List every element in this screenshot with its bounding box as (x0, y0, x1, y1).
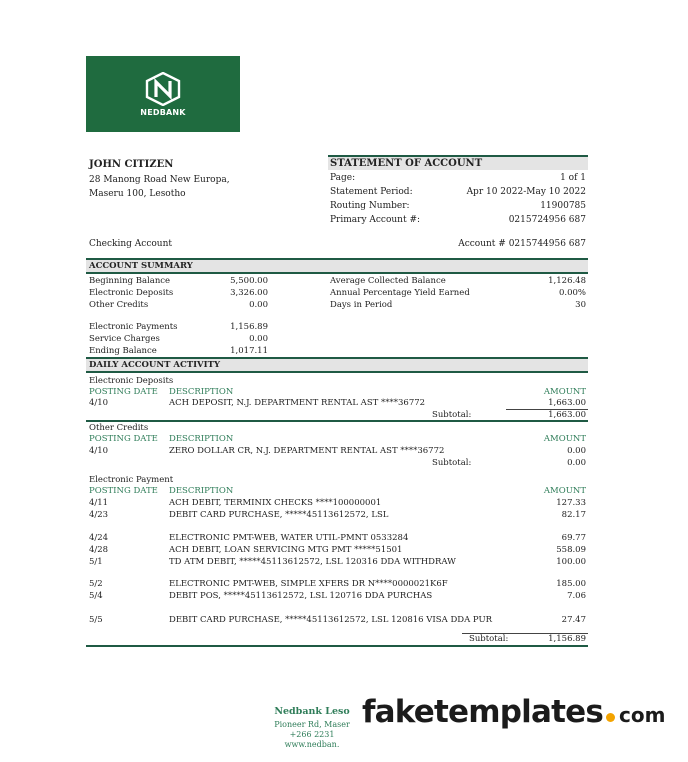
summary-label: Service Charges (89, 334, 160, 344)
footer-bank-name: Nedbank Leso (274, 706, 350, 717)
header-desc: DESCRIPTION (169, 486, 234, 496)
summary-row (86, 334, 588, 345)
row-desc: TD ATM DEBIT, *****45113612572, LSL 120316 DDA WITHDRAW (169, 557, 456, 567)
summary-value: 30 (575, 300, 586, 310)
row-amount: 7.06 (567, 591, 586, 601)
row-desc: ACH DEBIT, TERMINIX CHECKS ****100000001 (169, 498, 382, 508)
row-amount: 0.00 (567, 446, 586, 456)
customer-address-line1: 28 Manong Road New Europa, (89, 175, 230, 185)
summary-label: Other Credits (89, 300, 149, 310)
statement-field-label: Primary Account #: (330, 215, 421, 225)
summary-value: 3,326.00 (230, 288, 268, 298)
row-date: 4/10 (89, 398, 109, 408)
footer-website: www.nedban. (284, 740, 340, 749)
subtotal-value: 1,156.89 (548, 634, 586, 644)
header-date: POSTING DATE (89, 387, 158, 397)
row-amount: 1,663.00 (548, 398, 586, 408)
watermark-suffix: com (619, 703, 666, 727)
header-amount: AMOUNT (543, 486, 586, 496)
bank-logo (86, 56, 240, 132)
customer-address-line2: Maseru 100, Lesotho (89, 189, 186, 199)
header-date: POSTING DATE (89, 434, 158, 444)
row-desc: ELECTRONIC PMT-WEB, WATER UTIL-PMNT 0533284 (169, 533, 409, 543)
table-row (86, 615, 588, 626)
activity-body (86, 374, 588, 650)
table-row (86, 446, 588, 457)
summary-label: Annual Percentage Yield Earned (330, 288, 470, 298)
header-amount: AMOUNT (543, 434, 586, 444)
statement-title: STATEMENT OF ACCOUNT (328, 157, 588, 170)
column-headers (86, 387, 588, 398)
subtotal-value: 0.00 (567, 458, 586, 468)
summary-label: Electronic Deposits (89, 288, 174, 298)
row-desc: ELECTRONIC PMT-WEB, SIMPLE XFERS DR N****0000021K6F (169, 579, 448, 589)
row-amount: 27.47 (561, 615, 586, 625)
row-date: 4/10 (89, 446, 109, 456)
activity-bottom-rule (86, 371, 588, 373)
summary-value: 1,156.89 (230, 322, 268, 332)
subtotal-row (86, 634, 588, 645)
statement-field-row (328, 173, 588, 184)
statement-field-value: 1 of 1 (560, 173, 586, 183)
row-desc: DEBIT CARD PURCHASE, *****45113612572, LSL 120816 VISA DDA PUR (169, 615, 493, 625)
summary-row (86, 322, 588, 333)
row-desc: ACH DEBIT, LOAN SERVICING MTG PMT *****51501 (169, 545, 403, 555)
statement-field-row (328, 201, 588, 212)
footer-address: Pioneer Rd, Maser (274, 720, 350, 729)
header-amount: AMOUNT (543, 387, 586, 397)
activity-title: DAILY ACCOUNT ACTIVITY (86, 359, 588, 371)
row-amount: 100.00 (556, 557, 586, 567)
summary-value: 0.00% (558, 288, 586, 298)
section-title-credits (86, 423, 588, 434)
statement-field-label: Statement Period: (330, 187, 413, 197)
summary-label: Ending Balance (89, 346, 157, 356)
summary-row (86, 346, 588, 357)
table-row (86, 557, 588, 568)
summary-label: Electronic Payments (89, 322, 178, 332)
section-title-payments (86, 475, 588, 486)
summary-label: Average Collected Balance (330, 276, 446, 286)
watermark (362, 694, 665, 730)
section-title-text: Electronic Payment (89, 475, 174, 485)
summary-value: 5,500.00 (230, 276, 268, 286)
table-row (86, 498, 588, 509)
row-date: 5/1 (89, 557, 103, 567)
row-date: 4/28 (89, 545, 109, 555)
row-date: 5/2 (89, 579, 103, 589)
summary-value: 1,126.48 (548, 276, 586, 286)
row-date: 5/4 (89, 591, 103, 601)
statement-fields (328, 172, 588, 242)
account-type: Checking Account (89, 239, 173, 249)
row-amount: 127.33 (556, 498, 586, 508)
statement-field-value: 11900785 (540, 201, 586, 211)
nedbank-n-icon (145, 72, 181, 106)
table-row (86, 533, 588, 544)
row-desc: ZERO DOLLAR CR, N.J. DEPARTMENT RENTAL AST ****36772 (169, 446, 445, 456)
table-row (86, 591, 588, 602)
watermark-dot (606, 713, 615, 722)
summary-body (86, 276, 588, 360)
subtotal-label: Subtotal: (469, 634, 509, 644)
subtotal-label: Subtotal: (432, 410, 472, 420)
table-row (86, 398, 588, 409)
footer-phone: +266 2231 (289, 730, 335, 739)
table-row (86, 579, 588, 590)
statement-field-label: Page: (330, 173, 356, 183)
summary-label: Beginning Balance (89, 276, 171, 286)
section-rule (86, 645, 588, 647)
subtotal-row (86, 458, 588, 469)
table-row (86, 510, 588, 521)
summary-value: 1,017.11 (230, 346, 268, 356)
row-amount: 558.09 (556, 545, 586, 555)
summary-row (86, 276, 588, 287)
account-number: Account # 0215744956 687 (458, 239, 586, 249)
header-date: POSTING DATE (89, 486, 158, 496)
row-amount: 185.00 (556, 579, 586, 589)
row-desc: DEBIT POS, *****45113612572, LSL 120716 DDA PURCHAS (169, 591, 433, 601)
row-date: 4/11 (89, 498, 109, 508)
column-headers (86, 486, 588, 497)
statement-field-label: Routing Number: (330, 201, 410, 211)
summary-bottom-rule (86, 272, 588, 274)
header-desc: DESCRIPTION (169, 387, 234, 397)
row-desc: ACH DEPOSIT, N.J. DEPARTMENT RENTAL AST ****36772 (169, 398, 426, 408)
section-title-deposits (86, 376, 588, 387)
statement-field-row (328, 215, 588, 226)
section-title-text: Other Credits (89, 423, 149, 433)
statement-field-value: Apr 10 2022-May 10 2022 (466, 187, 586, 197)
summary-row (86, 288, 588, 299)
summary-label: Days in Period (330, 300, 393, 310)
column-headers (86, 434, 588, 445)
customer-name: JOHN CITIZEN (89, 159, 174, 170)
header-desc: DESCRIPTION (169, 434, 234, 444)
table-row (86, 545, 588, 556)
bank-logo-name: NEDBANK (140, 107, 186, 117)
statement-field-value: 0215724956 687 (508, 215, 586, 225)
statement-field-row (328, 187, 588, 198)
summary-value: 0.00 (249, 300, 268, 310)
section-rule (86, 420, 588, 422)
row-amount: 82.17 (561, 510, 586, 520)
subtotal-value: 1,663.00 (548, 410, 586, 420)
summary-row (86, 300, 588, 311)
subtotal-label: Subtotal: (432, 458, 472, 468)
row-desc: DEBIT CARD PURCHASE, *****45113612572, LSL (169, 510, 389, 520)
row-date: 5/5 (89, 615, 103, 625)
footer (262, 706, 362, 749)
summary-title: ACCOUNT SUMMARY (86, 260, 588, 272)
watermark-text: faketemplates (362, 694, 603, 730)
row-amount: 69.77 (561, 533, 586, 543)
row-date: 4/24 (89, 533, 109, 543)
summary-value: 0.00 (249, 334, 268, 344)
section-title-text: Electronic Deposits (89, 376, 174, 386)
row-date: 4/23 (89, 510, 109, 520)
